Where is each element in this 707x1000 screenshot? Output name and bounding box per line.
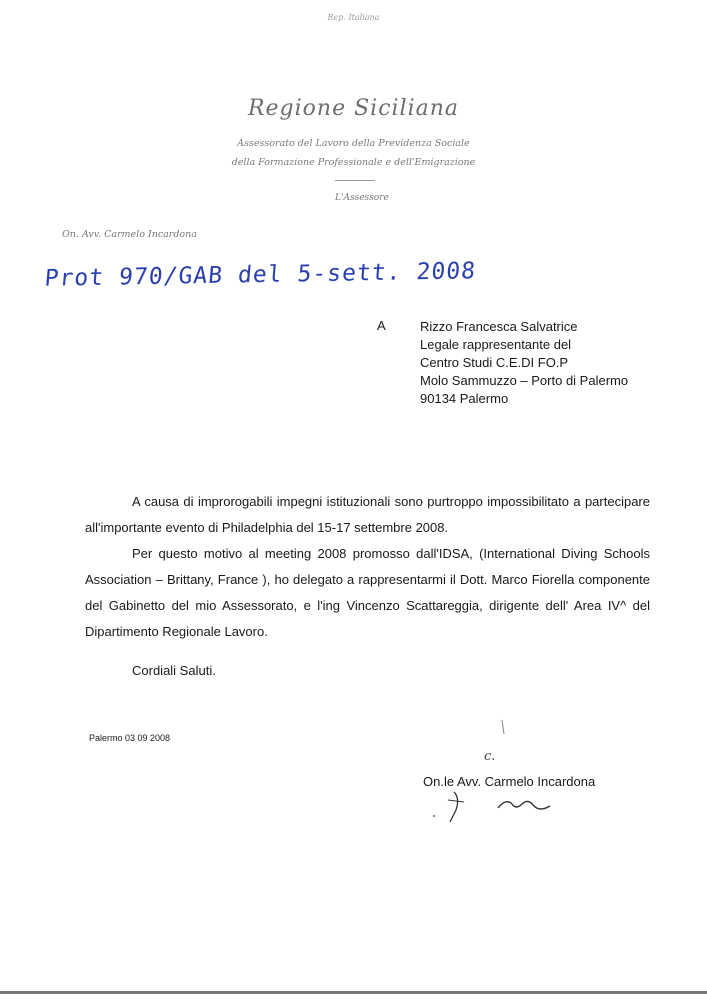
recipient-name: Rizzo Francesca Salvatrice xyxy=(420,319,578,334)
body-paragraph-2: Per questo motivo al meeting 2008 promosso dall'IDSA, (International Diving Schools Association – Brittany, France ), ho delegato a rappresentarmi il Dott. Marco Fiorella componente del Gabinetto del mio Assessorato, e l'ing Vincenzo Scattareggia, dirigente dell' Area IV^ del Dipartimento Regionale Lavoro. xyxy=(85,546,650,639)
department-line-1: Assessorato del Lavoro della Previdenza Sociale xyxy=(237,138,470,149)
republic-header: Rep. Italiana xyxy=(327,13,380,22)
department-line-2: della Formazione Professionale e dell'Emigrazione xyxy=(231,157,476,168)
region-title: Regione Siciliana xyxy=(247,96,460,121)
body-paragraph-1: A causa di improrogabili impegni istituzionali sono purtroppo impossibilitato a partecipare all'importante evento di Philadelphia del 15-17 settembre 2008. xyxy=(85,494,650,535)
header-divider xyxy=(335,180,375,181)
office-title: L'Assessore xyxy=(335,193,389,203)
recipient-organization: Centro Studi C.E.DI FO.P xyxy=(420,355,569,370)
signature-mark: c. xyxy=(484,749,496,764)
recipient-address-block xyxy=(420,318,628,408)
handwritten-signature xyxy=(420,700,600,840)
page-bottom-edge xyxy=(0,991,707,994)
protocol-handwritten-note: Prot 970/GAB del 5-sett. 2008 xyxy=(43,258,478,292)
recipient-prefix: A xyxy=(377,318,386,333)
recipient-city: 90134 Palermo xyxy=(420,391,509,406)
signer-name: On.le Avv. Carmelo Incardona xyxy=(423,774,596,789)
recipient-role: Legale rappresentante del xyxy=(420,337,572,352)
cc-line: On. Avv. Carmelo Incardona xyxy=(62,229,197,240)
recipient-street: Molo Sammuzzo – Porto di Palermo xyxy=(420,373,629,388)
place-date: Palermo 03 09 2008 xyxy=(89,733,171,743)
closing-salutation: Cordiali Saluti. xyxy=(132,663,216,678)
